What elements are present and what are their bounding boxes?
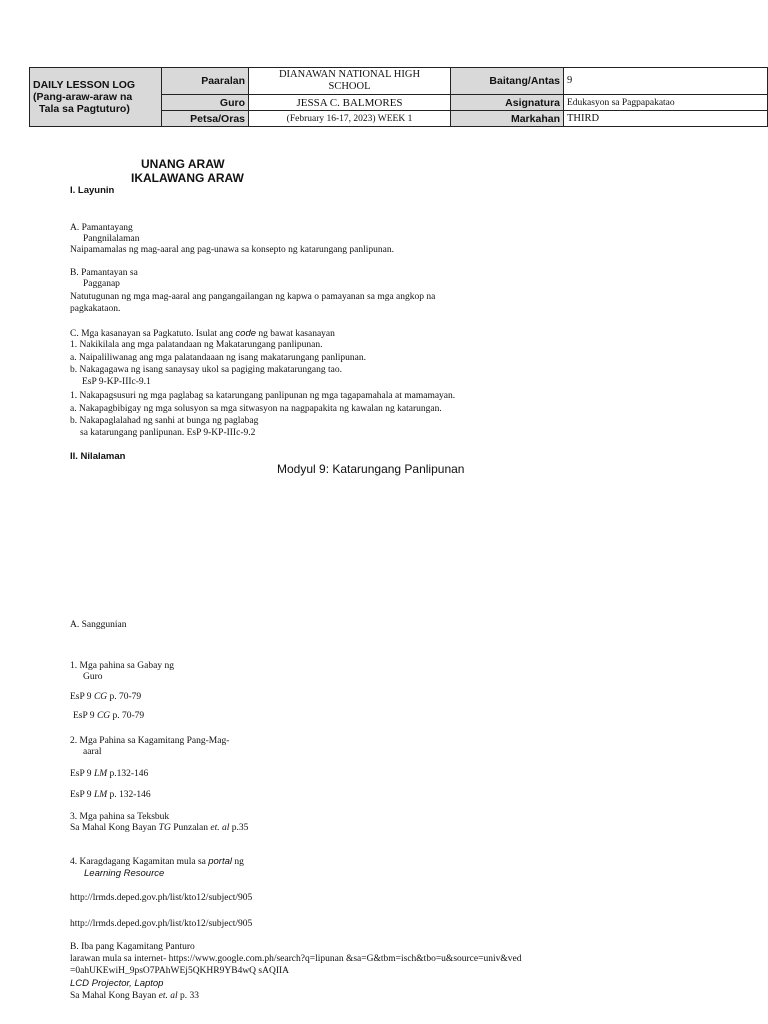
- lrmds-link-b[interactable]: http://lrmds.deped.gov.ph/list/kto12/subject/905: [70, 919, 253, 929]
- sanggunian-item3-ref: [70, 823, 248, 834]
- layunin-c-item-2: a. Naipaliliwanag ang mga palatandaaan ng isang makatarungang panlipunan.: [70, 353, 366, 363]
- iba-pa-line-3: LCD Projector, Laptop: [70, 978, 164, 989]
- guro-value: JESSA C. BALMORES: [249, 95, 451, 111]
- lesson-log-title-cell: [30, 68, 162, 127]
- asignatura-value: Edukasyon sa Pagpapakatao: [564, 95, 768, 111]
- paaralan-label: Paaralan: [162, 68, 249, 95]
- layunin-c-title-pre: C. Mga kasanayan sa Pagkatuto. Isulat ang: [70, 329, 236, 339]
- ref-italic-2: et. al: [210, 823, 230, 833]
- layunin-c-item-5: 1. Nakapagsusuri ng mga paglabag sa katarungang panlipunan ng mga tagapamahala at mamamayan.: [70, 391, 456, 401]
- lesson-log-title-line-3: Tala sa Pagtuturo): [39, 103, 130, 115]
- ref-prefix: EsP 9: [70, 692, 94, 702]
- ref-suffix: p. 132-146: [107, 790, 151, 800]
- layunin-c-item-3: b. Nakagagawa ng isang sanaysay ukol sa pagiging makatarungang tao.: [70, 365, 342, 375]
- lesson-log-header-table: [29, 67, 768, 127]
- iba-pa-heading: B. Iba pang Kagamitang Panturo: [70, 942, 195, 952]
- sanggunian-item2-title-2: aaral: [83, 747, 102, 757]
- layunin-b-title-2: Pagganap: [83, 279, 120, 289]
- layunin-c-item-7: b. Nakapaglalahad ng sanhi at bunga ng paglabag: [70, 416, 259, 426]
- layunin-b-text-2: pagkakataon.: [70, 304, 121, 314]
- paaralan-value: [249, 68, 451, 95]
- item4-suffix: ng: [232, 857, 244, 867]
- sanggunian-item2-ref-a: [70, 769, 148, 780]
- sanggunian-item1-title-1: 1. Mga pahina sa Gabay ng: [70, 661, 174, 671]
- ref-italic: LM: [93, 790, 108, 800]
- sanggunian-item2-ref-b: [70, 790, 151, 801]
- sanggunian-item1-title-2: Guro: [83, 672, 103, 682]
- guro-label: Guro: [162, 95, 249, 111]
- item4-italic: portal: [208, 856, 232, 867]
- ref-suffix: p. 33: [177, 991, 200, 1001]
- nilalaman-heading: II. Nilalaman: [70, 451, 126, 462]
- layunin-c-item-6: a. Nakapagbibigay ng mga solusyon sa mga sitwasyon na nagpapakita ng kawalan ng katarungan.: [70, 404, 442, 414]
- layunin-b-text-1: Natutugunan ng mga mag-aaral ang pangangailangan ng kapwa o pamayanan sa mga angkop na: [70, 292, 436, 302]
- ref-prefix: Sa Mahal Kong Bayan: [70, 991, 159, 1001]
- layunin-c-item-1: 1. Nakikilala ang mga palatandaan ng Makatarungang panlipunan.: [70, 340, 323, 350]
- sanggunian-item4-title: [70, 856, 244, 868]
- paaralan-value-line-1: DIANAWAN NATIONAL HIGH: [278, 69, 421, 80]
- lesson-log-title-line-2: (Pang-araw-araw na: [33, 91, 133, 103]
- layunin-heading: I. Layunin: [70, 185, 115, 196]
- layunin-c-item-4: EsP 9-KP-IIIc-9.1: [82, 377, 151, 387]
- layunin-c-title-post: ng bawat kasanayan: [256, 329, 335, 339]
- layunin-c-title: [70, 328, 335, 340]
- petsa-label: Petsa/Oras: [162, 111, 249, 127]
- ref-italic: CG: [96, 711, 111, 721]
- layunin-a-title-2: Pangnilalaman: [83, 234, 140, 244]
- layunin-a-title-1: A. Pamantayang: [70, 223, 133, 233]
- baitang-value: 9: [564, 68, 768, 95]
- ref-italic: TG: [158, 823, 171, 833]
- ref-italic: CG: [93, 692, 108, 702]
- ref-italic: et. al: [158, 991, 178, 1001]
- sanggunian-item4-title-2: Learning Resource: [84, 868, 165, 879]
- asignatura-label: Asignatura: [451, 95, 564, 111]
- ref-italic: LM: [93, 769, 108, 779]
- item4-prefix: 4. Karagdagang Kagamitan mula sa: [70, 857, 209, 867]
- ref-prefix: EsP 9: [73, 711, 97, 721]
- layunin-c-item-8: sa katarungang panlipunan. EsP 9-KP-IIIc-9.2: [80, 428, 256, 438]
- ref-prefix: EsP 9: [70, 790, 94, 800]
- iba-pa-line-4: [70, 991, 199, 1002]
- sanggunian-item1-ref-b: [73, 711, 144, 722]
- ref-middle: Punzalan: [170, 823, 211, 833]
- sanggunian-item1-ref-a: [70, 692, 141, 703]
- markahan-value: THIRD: [564, 111, 768, 127]
- ref-prefix: EsP 9: [70, 769, 94, 779]
- sanggunian-heading: A. Sanggunian: [70, 620, 127, 630]
- iba-pa-line-1[interactable]: larawan mula sa internet- https://www.google.com.ph/search?q=lipunan &sa=G&tbm=isch&tbo=u&source=univ&ved: [70, 954, 522, 964]
- layunin-a-text: Naipamamalas ng mag-aaral ang pag-unawa sa konsepto ng katarungang panlipunan.: [70, 245, 394, 255]
- ref-suffix: p. 70-79: [110, 711, 145, 721]
- day-heading-first: UNANG ARAW: [141, 157, 225, 171]
- markahan-label: Markahan: [451, 111, 564, 127]
- layunin-b-title-1: B. Pamantayan sa: [70, 268, 138, 278]
- ref-suffix: p. 70-79: [107, 692, 142, 702]
- iba-pa-line-2[interactable]: =0ahUKEwiH_9psO7PAhWEj5QKHR9YB4wQ sAQIIA: [70, 966, 290, 976]
- baitang-label: Baitang/Antas: [451, 68, 564, 95]
- lrmds-link-a[interactable]: http://lrmds.deped.gov.ph/list/kto12/subject/905: [70, 893, 253, 903]
- petsa-value: (February 16-17, 2023) WEEK 1: [249, 111, 451, 127]
- layunin-c-title-code: code: [235, 328, 257, 339]
- ref-prefix: Sa Mahal Kong Bayan: [70, 823, 159, 833]
- day-heading-second: IKALAWANG ARAW: [131, 171, 244, 185]
- ref-suffix: p.35: [229, 823, 249, 833]
- sanggunian-item2-title-1: 2. Mga Pahina sa Kagamitang Pang-Mag-: [70, 736, 230, 746]
- paaralan-value-line-2: SCHOOL: [328, 81, 371, 92]
- sanggunian-item3-title: 3. Mga pahina sa Teksbuk: [70, 812, 170, 822]
- lesson-log-title-line-1: DAILY LESSON LOG: [33, 79, 136, 91]
- modyul-title: Modyul 9: Katarungang Panlipunan: [277, 462, 465, 476]
- ref-suffix: p.132-146: [107, 769, 149, 779]
